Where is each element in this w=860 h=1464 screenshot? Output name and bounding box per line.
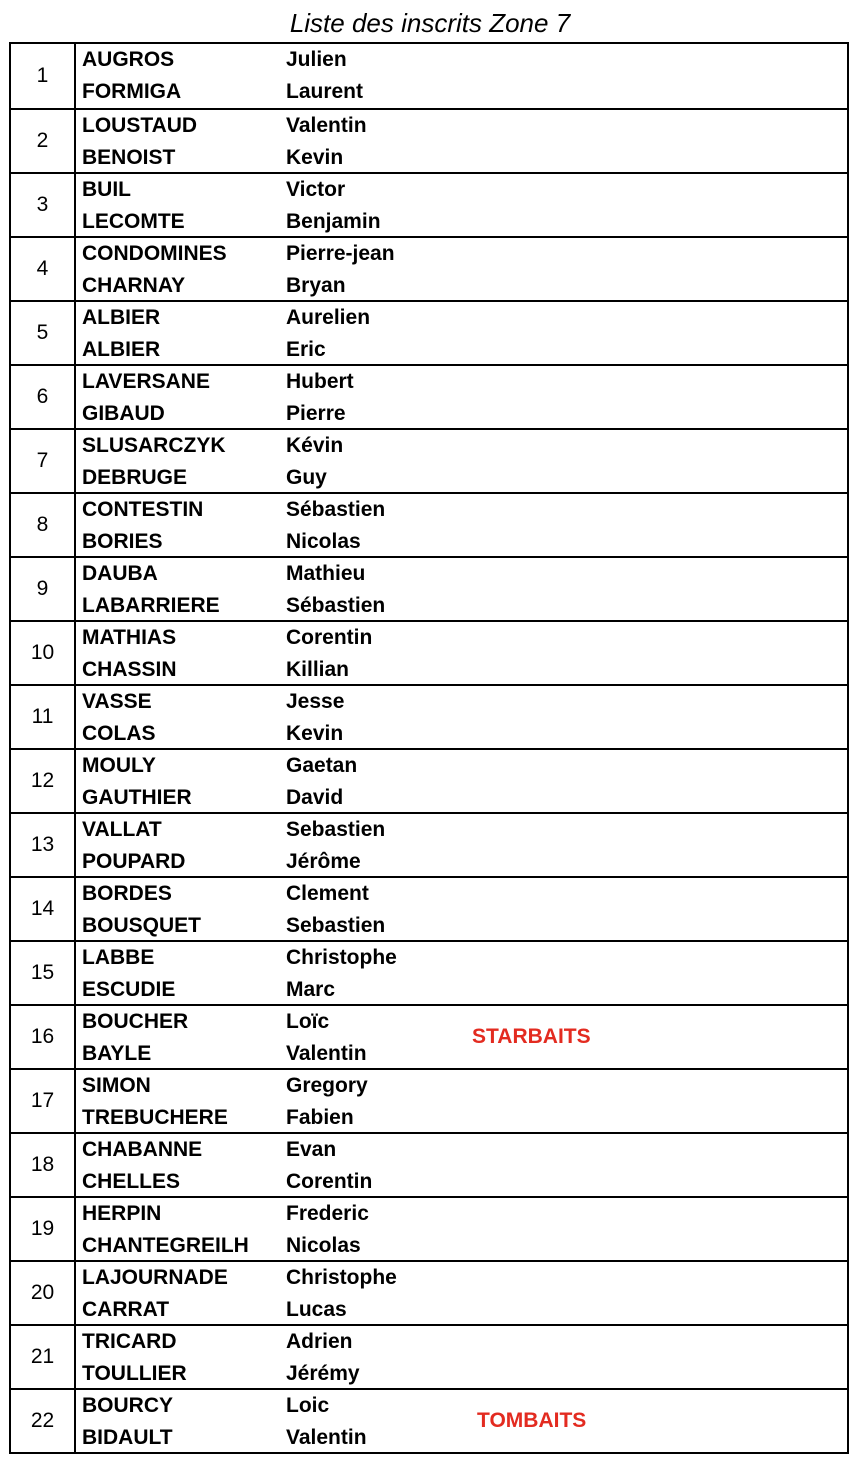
player-first-name: Aurelien xyxy=(286,306,371,329)
team-number: 6 xyxy=(11,366,76,428)
team-players xyxy=(76,1390,847,1452)
team-row xyxy=(11,940,847,1004)
team-row xyxy=(11,1068,847,1132)
player-line xyxy=(82,366,486,398)
team-players xyxy=(76,302,847,364)
player-last-name: SIMON xyxy=(82,1074,151,1097)
player-last-name: AUGROS xyxy=(82,48,175,71)
player-line xyxy=(82,942,486,974)
team-number: 15 xyxy=(11,942,76,1004)
player-last-name: LOUSTAUD xyxy=(82,114,198,137)
player-last-name: ALBIER xyxy=(82,338,161,361)
player-first-name: Lucas xyxy=(286,1298,347,1321)
player-line xyxy=(82,686,486,718)
team-players xyxy=(76,622,847,684)
player-last-name: CARRAT xyxy=(82,1298,170,1321)
team-number: 20 xyxy=(11,1262,76,1324)
player-line xyxy=(82,1230,486,1262)
player-last-name: TOULLIER xyxy=(82,1362,187,1385)
player-line xyxy=(82,974,486,1006)
team-number: 18 xyxy=(11,1134,76,1196)
player-first-name: Eric xyxy=(286,338,326,361)
player-first-name: Pierre xyxy=(286,402,346,425)
player-last-name: LAVERSANE xyxy=(82,370,210,393)
player-last-name: LABBE xyxy=(82,946,155,969)
player-line xyxy=(82,1006,486,1038)
team-players xyxy=(76,110,847,172)
player-last-name: GAUTHIER xyxy=(82,786,192,809)
team-row xyxy=(11,1324,847,1388)
team-number: 19 xyxy=(11,1198,76,1260)
player-last-name: COLAS xyxy=(82,722,156,745)
player-line xyxy=(82,1038,486,1070)
player-first-name: Corentin xyxy=(286,1170,373,1193)
team-row xyxy=(11,1196,847,1260)
registration-table xyxy=(9,42,849,1454)
player-first-name: Jesse xyxy=(286,690,345,713)
player-first-name: Jérôme xyxy=(286,850,361,873)
player-last-name: TREBUCHERE xyxy=(82,1106,228,1129)
player-first-name: Kevin xyxy=(286,722,344,745)
player-line xyxy=(82,1070,486,1102)
player-last-name: POUPARD xyxy=(82,850,186,873)
team-row xyxy=(11,1260,847,1324)
player-first-name: Gregory xyxy=(286,1074,368,1097)
player-line xyxy=(82,750,486,782)
team-players xyxy=(76,814,847,876)
team-row xyxy=(11,876,847,940)
team-number: 14 xyxy=(11,878,76,940)
team-players xyxy=(76,1006,847,1068)
player-line xyxy=(82,782,486,814)
player-first-name: Loic xyxy=(286,1394,330,1417)
player-last-name: TRICARD xyxy=(82,1330,177,1353)
team-players xyxy=(76,686,847,748)
player-last-name: DEBRUGE xyxy=(82,466,188,489)
player-line xyxy=(82,334,486,366)
player-line xyxy=(82,878,486,910)
player-last-name: LAJOURNADE xyxy=(82,1266,228,1289)
player-last-name: VASSE xyxy=(82,690,152,713)
player-line xyxy=(82,1326,486,1358)
player-line xyxy=(82,1102,486,1134)
team-players xyxy=(76,750,847,812)
player-last-name: ESCUDIE xyxy=(82,978,176,1001)
player-first-name: Christophe xyxy=(286,946,397,969)
player-last-name: MATHIAS xyxy=(82,626,177,649)
player-first-name: David xyxy=(286,786,344,809)
sponsor-label: STARBAITS xyxy=(472,1025,591,1048)
team-row xyxy=(11,556,847,620)
player-line xyxy=(82,526,486,558)
team-players xyxy=(76,1134,847,1196)
team-players xyxy=(76,238,847,300)
player-first-name: Jérémy xyxy=(286,1362,360,1385)
team-number: 8 xyxy=(11,494,76,556)
player-last-name: MOULY xyxy=(82,754,156,777)
player-first-name: Valentin xyxy=(286,1426,367,1449)
player-line xyxy=(82,1358,486,1390)
player-line xyxy=(82,462,486,494)
player-line xyxy=(82,622,486,654)
player-line xyxy=(82,590,486,622)
team-row xyxy=(11,812,847,876)
player-line xyxy=(82,654,486,686)
player-last-name: BAYLE xyxy=(82,1042,152,1065)
team-players xyxy=(76,366,847,428)
team-players xyxy=(76,558,847,620)
player-first-name: Valentin xyxy=(286,114,367,137)
player-first-name: Sébastien xyxy=(286,594,386,617)
team-row xyxy=(11,364,847,428)
team-number: 2 xyxy=(11,110,76,172)
player-first-name: Kévin xyxy=(286,434,344,457)
player-first-name: Killian xyxy=(286,658,350,681)
player-line xyxy=(82,1134,486,1166)
team-number: 10 xyxy=(11,622,76,684)
team-players xyxy=(76,494,847,556)
team-players xyxy=(76,44,847,108)
player-first-name: Adrien xyxy=(286,1330,353,1353)
player-first-name: Bryan xyxy=(286,274,346,297)
team-row xyxy=(11,748,847,812)
team-number: 12 xyxy=(11,750,76,812)
player-line xyxy=(82,76,486,108)
player-first-name: Frederic xyxy=(286,1202,369,1225)
player-line xyxy=(82,846,486,878)
player-line xyxy=(82,718,486,750)
team-number: 22 xyxy=(11,1390,76,1452)
player-last-name: CHELLES xyxy=(82,1170,181,1193)
team-players xyxy=(76,1070,847,1132)
player-first-name: Loïc xyxy=(286,1010,330,1033)
team-players xyxy=(76,878,847,940)
player-last-name: BORDES xyxy=(82,882,172,905)
team-players xyxy=(76,1198,847,1260)
player-last-name: BOUSQUET xyxy=(82,914,202,937)
team-number: 7 xyxy=(11,430,76,492)
player-first-name: Clement xyxy=(286,882,369,905)
team-row xyxy=(11,620,847,684)
team-number: 17 xyxy=(11,1070,76,1132)
player-line xyxy=(82,398,486,430)
team-number: 16 xyxy=(11,1006,76,1068)
player-first-name: Fabien xyxy=(286,1106,354,1129)
player-last-name: BORIES xyxy=(82,530,163,553)
team-row xyxy=(11,1132,847,1196)
team-number: 1 xyxy=(11,44,76,108)
player-line xyxy=(82,1422,486,1454)
player-line xyxy=(82,1166,486,1198)
team-players xyxy=(76,1262,847,1324)
player-last-name: FORMIGA xyxy=(82,80,182,103)
player-first-name: Corentin xyxy=(286,626,373,649)
player-last-name: CHASSIN xyxy=(82,658,177,681)
player-line xyxy=(82,1262,486,1294)
team-players xyxy=(76,1326,847,1388)
player-first-name: Sébastien xyxy=(286,498,386,521)
player-first-name: Sebastien xyxy=(286,818,386,841)
player-first-name: Julien xyxy=(286,48,347,71)
team-number: 3 xyxy=(11,174,76,236)
team-row xyxy=(11,44,847,108)
player-first-name: Guy xyxy=(286,466,327,489)
team-row xyxy=(11,684,847,748)
player-line xyxy=(82,174,486,206)
player-first-name: Nicolas xyxy=(286,530,361,553)
player-first-name: Sebastien xyxy=(286,914,386,937)
player-last-name: HERPIN xyxy=(82,1202,162,1225)
player-line xyxy=(82,494,486,526)
player-first-name: Nicolas xyxy=(286,1234,361,1257)
player-first-name: Laurent xyxy=(286,80,364,103)
team-number: 9 xyxy=(11,558,76,620)
player-last-name: LABARRIERE xyxy=(82,594,220,617)
player-last-name: BIDAULT xyxy=(82,1426,173,1449)
player-last-name: CHARNAY xyxy=(82,274,186,297)
team-row xyxy=(11,1004,847,1068)
player-first-name: Benjamin xyxy=(286,210,381,233)
player-line xyxy=(82,814,486,846)
player-last-name: BENOIST xyxy=(82,146,176,169)
team-row xyxy=(11,236,847,300)
player-first-name: Gaetan xyxy=(286,754,358,777)
player-line xyxy=(82,270,486,302)
team-number: 4 xyxy=(11,238,76,300)
team-number: 5 xyxy=(11,302,76,364)
player-line xyxy=(82,1390,486,1422)
player-first-name: Christophe xyxy=(286,1266,397,1289)
player-line xyxy=(82,110,486,142)
team-number: 11 xyxy=(11,686,76,748)
player-last-name: DAUBA xyxy=(82,562,158,585)
player-last-name: SLUSARCZYK xyxy=(82,434,226,457)
player-last-name: CONDOMINES xyxy=(82,242,227,265)
player-line xyxy=(82,44,486,76)
team-row xyxy=(11,172,847,236)
player-line xyxy=(82,910,486,942)
team-number: 13 xyxy=(11,814,76,876)
player-first-name: Mathieu xyxy=(286,562,366,585)
player-last-name: CHANTEGREILH xyxy=(82,1234,249,1257)
sponsor-label: TOMBAITS xyxy=(477,1409,587,1432)
team-row xyxy=(11,492,847,556)
player-first-name: Marc xyxy=(286,978,336,1001)
team-row xyxy=(11,300,847,364)
player-last-name: ALBIER xyxy=(82,306,161,329)
team-row xyxy=(11,108,847,172)
player-last-name: CHABANNE xyxy=(82,1138,203,1161)
player-first-name: Valentin xyxy=(286,1042,367,1065)
team-players xyxy=(76,430,847,492)
player-line xyxy=(82,1294,486,1326)
player-line xyxy=(82,142,486,174)
team-players xyxy=(76,174,847,236)
player-last-name: BUIL xyxy=(82,178,131,201)
team-row xyxy=(11,428,847,492)
player-first-name: Pierre-jean xyxy=(286,242,395,265)
page-title: Liste des inscrits Zone 7 xyxy=(289,8,571,38)
player-last-name: LECOMTE xyxy=(82,210,185,233)
player-line xyxy=(82,206,486,238)
player-first-name: Hubert xyxy=(286,370,354,393)
player-line xyxy=(82,1198,486,1230)
player-last-name: GIBAUD xyxy=(82,402,165,425)
player-last-name: VALLAT xyxy=(82,818,162,841)
team-players xyxy=(76,942,847,1004)
player-line xyxy=(82,558,486,590)
player-line xyxy=(82,238,486,270)
player-line xyxy=(82,430,486,462)
player-first-name: Victor xyxy=(286,178,346,201)
player-last-name: CONTESTIN xyxy=(82,498,204,521)
player-line xyxy=(82,302,486,334)
team-row xyxy=(11,1388,847,1452)
player-last-name: BOURCY xyxy=(82,1394,174,1417)
team-number: 21 xyxy=(11,1326,76,1388)
player-first-name: Kevin xyxy=(286,146,344,169)
player-first-name: Evan xyxy=(286,1138,337,1161)
player-last-name: BOUCHER xyxy=(82,1010,189,1033)
